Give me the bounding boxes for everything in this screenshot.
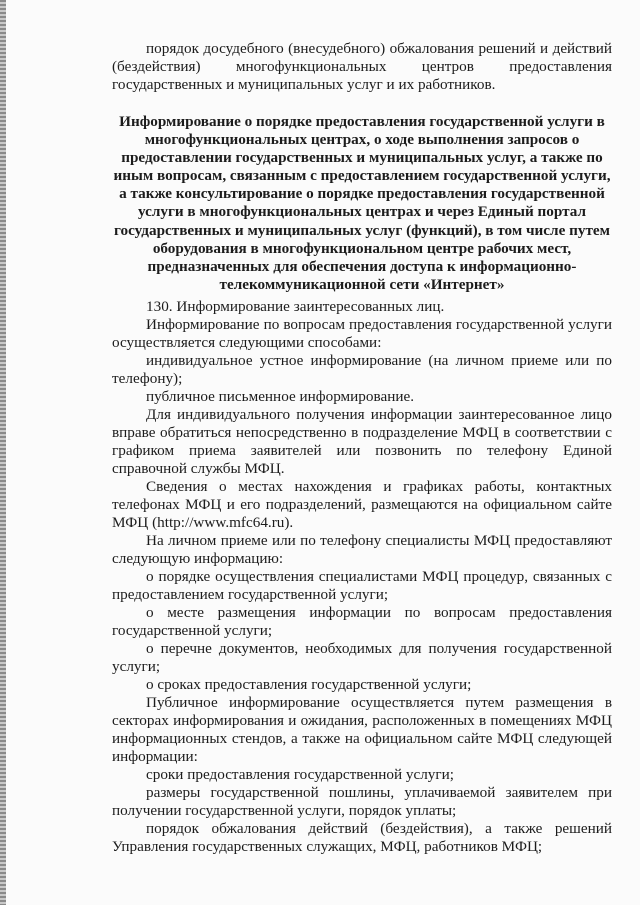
paragraph: размеры государственной пошлины, уплачиваемой заявителем при получении государственной услуги, порядок уплаты; [112, 784, 612, 819]
paragraph: Сведения о местах нахождения и графиках работы, контактных телефонах МФЦ и его подразделений, размещаются на официальном сайте МФЦ (http://www.mfc64.ru). [112, 478, 612, 531]
paragraph: Информирование по вопросам предоставления государственной услуги осуществляется следующими способами: [112, 316, 612, 351]
paragraph: На личном приеме или по телефону специалисты МФЦ предоставляют следующую информацию: [112, 532, 612, 567]
paragraph: о перечне документов, необходимых для получения государственной услуги; [112, 640, 612, 675]
paragraph: о сроках предоставления государственной услуги; [146, 676, 472, 693]
intro-block [112, 40, 612, 94]
section-heading: Информирование о порядке предоставления государственной услуги в многофункциональных центрах, о ходе выполнения запросов о предоставлении государственных и муниципальных услуг, а также по иным вопросам, связанным с предоставлением государственной услуги, а также консультирование о порядке предоставления государственной услуги в многофункциональных центрах и через Единый портал государственных и муниципальных услуг (функций), в том числе путем оборудования в многофункциональном центре рабочих мест, предназначенных для обеспечения доступа к информационно-телекоммуникационной сети «Интернет» [113, 113, 611, 293]
scan-edge [0, 0, 6, 905]
paragraph: Для индивидуального получения информации заинтересованное лицо вправе обратиться непосредственно в подразделение МФЦ в соответствии с графиком приема заявителей или позвонить по телефону Единой справочной службы МФЦ. [112, 406, 612, 477]
paragraph: о месте размещения информации по вопросам предоставления государственной услуги; [112, 604, 612, 639]
paragraph: публичное письменное информирование. [146, 388, 414, 405]
paragraph: порядок обжалования действий (бездействия), а также решений Управления государственных служащих, МФЦ, работников МФЦ; [112, 820, 612, 855]
paragraph: о порядке осуществления специалистами МФЦ процедур, связанных с предоставлением государственной услуги; [112, 568, 612, 603]
paragraph: сроки предоставления государственной услуги; [146, 766, 454, 783]
body-text [112, 298, 612, 856]
paragraph: индивидуальное устное информирование (на личном приеме или по телефону); [112, 352, 612, 387]
paragraph: 130. Информирование заинтересованных лиц. [146, 298, 445, 315]
intro-paragraph: порядок досудебного (внесудебного) обжалования решений и действий (бездействия) многофункциональных центров предоставления государственных и муниципальных услуг и их работников. [112, 40, 612, 93]
paragraph: Публичное информирование осуществляется путем размещения в секторах информирования и ожидания, расположенных в помещениях МФЦ информационных стендов, а также на официальном сайте МФЦ следующей информации: [112, 694, 612, 765]
